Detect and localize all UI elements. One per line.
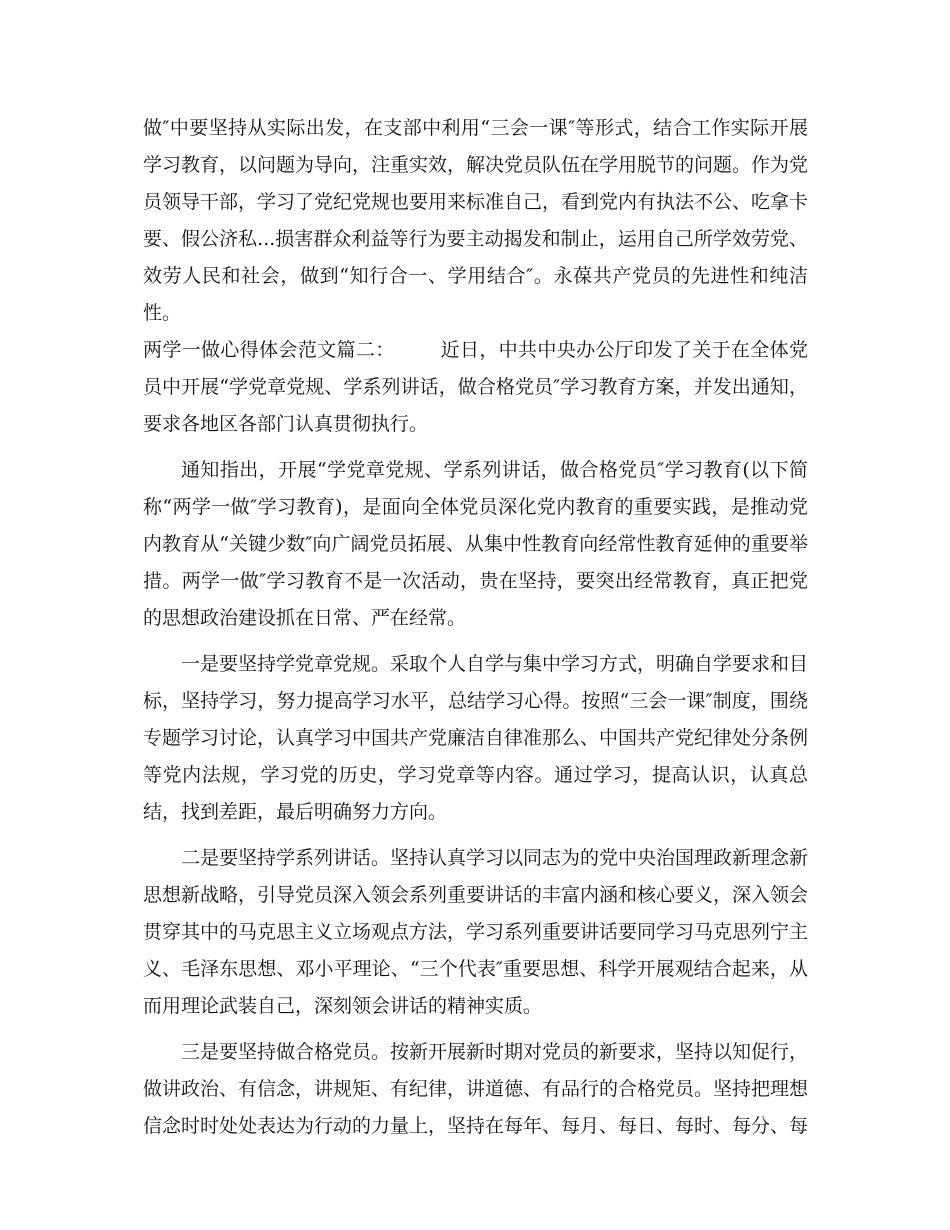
paragraph-continuation: 做″中要坚持从实际出发，在支部中利用“三会一课″等形式，结合工作实际开展学习教育，以问题为导向，注重实效，解决党员队伍在学用脱节的问题。作为党员领导干部，学习了党纪党规也要用来标准自己，看到党内有执法不公、吃拿卡要、假公济私...损害群众利益等行为要主动揭发和制止，运用自己所学效劳党、效劳人民和社会，做到“知行合一、学用结合″。永葆共产党员的先进性和纯洁性。 xyxy=(143,117,809,324)
paragraph-first-point: 一是要坚持学党章党规。采取个人自学与集中学习方式，明确自学要求和目标，坚持学习，努力提高学习水平，总结学习心得。按照“三会一课″制度，围绕专题学习讨论，认真学习中国共产党廉洁自律准那么、中国共产党纪律处分条例等党内法规，学习党的历史，学习党章等内容。通过学习，提高认识，认真总结，找到差距，最后明确努力方向。 xyxy=(143,653,809,823)
paragraph-second-point: 二是要坚持学系列讲话。坚持认真学习以同志为的党中央治国理政新理念新思想新战略，引导党员深入领会系列重要讲话的丰富内涵和核心要义，深入领会贯穿其中的马克思主义立场观点方法，学习系列重要讲话要同学习马克思列宁主义、毛泽东思想、邓小平理论、“三个代表″重要思想、科学开展观结合起来，从而用理论武装自己，深刻领会讲话的精神实质。 xyxy=(143,847,809,1017)
article-two-heading: 两学一做心得体会范文篇二： xyxy=(143,339,395,361)
paragraph-article-two xyxy=(143,332,808,443)
paragraph-third-point: 三是要坚持做合格党员。按新开展新时期对党员的新要求，坚持以知促行，做讲政治、有信念，讲规矩、有纪律，讲道德、有品行的合格党员。坚持把理想信念时时处处表达为行动的力量上，坚持在每年、每月、每日、每时、每分、每 xyxy=(143,1041,809,1137)
document-page xyxy=(143,110,808,1145)
paragraph-notice: 通知指出，开展“学党章党规、学系列讲话，做合格党员″学习教育(以下简称“两学一做″学习教育)，是面向全体党员深化党内教育的重要实践，是推动党内教育从“关键少数″向广阔党员拓展、从集中性教育向经常性教育延伸的重要举措。两学一做″学习教育不是一次活动，贵在坚持，要突出经常教育，真正把党的思想政治建设抓在日常、严在经常。 xyxy=(143,459,808,629)
article-two-intro: 近日，中共中央办公厅印发了关于在全体党员中开展“学党章党规、学系列讲话，做合格党员″学习教育方案，并发出通知，要求各地区各部门认真贯彻执行。 xyxy=(143,339,808,435)
